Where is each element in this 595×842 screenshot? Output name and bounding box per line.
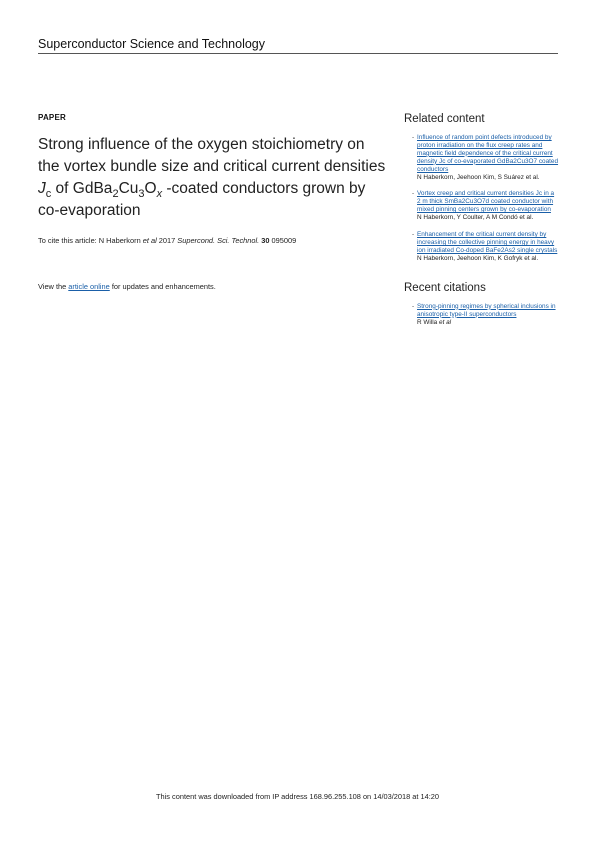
download-footer: This content was downloaded from IP address 168.96.255.108 on 14/03/2018 at 14:20	[156, 792, 439, 801]
recent-citations-heading: Recent citations	[404, 281, 486, 294]
title-j: J	[38, 180, 46, 197]
title-sub-3: 3	[138, 188, 145, 200]
list-item: - Strong-pinning regimes by spherical inclusions in anisotropic type-II superconductors R Willa et al	[417, 303, 559, 327]
sidebar	[404, 113, 559, 335]
list-item: - Influence of random point defects introduced by proton irradiation on the flux creep rates and magnetic field dependence of the critical current density Jc of co-evaporated GdBa2Cu3O7 coated conductors N Haberkorn, Jeehoon Kim, S Suárez et al.	[412, 134, 559, 181]
title-x-sub: x	[156, 188, 163, 200]
title-text-rest: -coated conductors grown by co-evaporation	[38, 180, 366, 219]
recent-citation-link-1[interactable]: Strong-pinning regimes by spherical inclusions in anisotropic type-II superconductors	[417, 302, 556, 318]
related-authors-3: N Haberkorn, Jeehoon Kim, K Gofryk et al.	[417, 254, 539, 262]
title-c-sub: c	[45, 188, 52, 200]
related-authors-1: N Haberkorn, Jeehoon Kim, S Suárez et al.	[417, 173, 540, 181]
citation-line: To cite this article: N Haberkorn et al 2017 Supercond. Sci. Technol. 30 095009	[38, 236, 297, 245]
related-link-3[interactable]: Enhancement of the critical current density by increasing the collective pinning energy in heavy ion irradiated Co-doped BaFe2As2 single crystals	[417, 231, 558, 254]
related-authors-2: N Haberkorn, Y Coulter, A M Condó et al.	[417, 214, 534, 222]
related-content-heading: Related content	[404, 113, 485, 125]
related-content-list	[404, 134, 559, 263]
title-o: O	[144, 180, 157, 197]
journal-name: Superconductor Science and Technology	[38, 37, 558, 54]
article-header	[38, 113, 388, 291]
list-item: - Enhancement of the critical current density by increasing the collective pinning energy in heavy ion irradiated Co-doped BaFe2As2 single crystals N Haberkorn, Jeehoon Kim, K Gofryk et al.	[412, 231, 558, 262]
article-title	[38, 134, 388, 222]
recent-citation-authors-1: R Willa et al	[417, 318, 452, 326]
article-online-link[interactable]: article online	[68, 282, 110, 291]
title-of: of GdBa	[51, 180, 113, 197]
related-link-2[interactable]: Vortex creep and critical current densities Jc in a 2 m thick SmBa2Cu3O7d coated conductor with mixed pinning centers grown by co-evaporation	[417, 190, 555, 214]
title-sub-2: 2	[112, 188, 119, 200]
related-link-1[interactable]: Influence of random point defects introduced by proton irradiation on the flux creep rates and magnetic field dependence of the critical current density Jc of co-evaporated GdBa2Cu3O7 coated conductors	[417, 134, 559, 173]
recent-citations-list	[404, 303, 559, 327]
title-text-1: Strong influence of the oxygen stoichiometry on the vortex bundle size and critical current densities	[38, 136, 386, 175]
view-online-line: View the article online for updates and enhancements.	[38, 282, 216, 291]
paper-tag: PAPER	[38, 113, 66, 122]
title-cu: Cu	[118, 180, 139, 197]
list-item: - Vortex creep and critical current densities Jc in a 2 m thick SmBa2Cu3O7d coated conductor with mixed pinning centers grown by co-evaporation N Haberkorn, Y Coulter, A M Condó et al.	[417, 190, 559, 222]
